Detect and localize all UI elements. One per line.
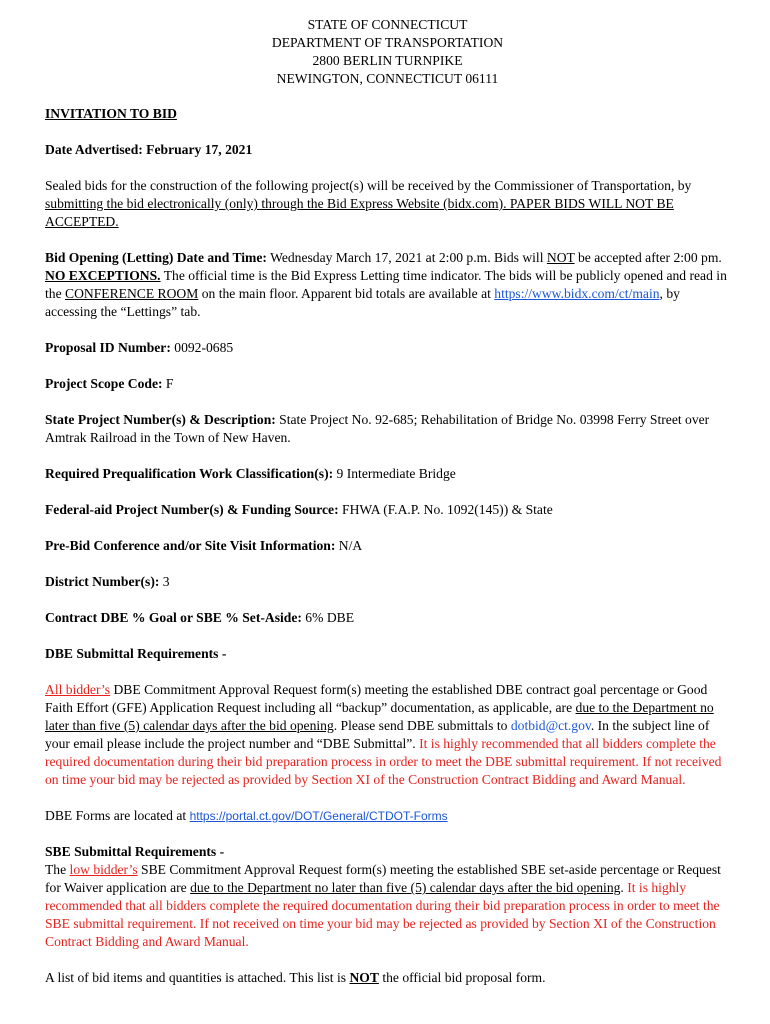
bid-opening-text-2: be accepted after 2:00 pm. (574, 250, 722, 265)
prequal-label: Required Prequalification Work Classification(s): (45, 466, 334, 481)
dbe-due-date: due to the Department no later than five (5) calendar days after the bid opening (45, 700, 714, 733)
dbe-email-link[interactable]: dotbid@ct.gov (510, 718, 591, 733)
sbe-text-2: . (620, 880, 628, 895)
district-number (45, 573, 730, 591)
district-value: 3 (159, 574, 170, 589)
proposal-id (45, 339, 730, 357)
all-bidders: All bidder’s (45, 682, 111, 697)
bid-opening-text-4: on the main floor. Apparent bid totals are available at (198, 286, 495, 301)
prebid-value: N/A (335, 538, 363, 553)
header-line-street: 2800 BERLIN TURNPIKE (312, 53, 463, 68)
district-label: District Number(s): (45, 574, 160, 589)
sbe-due-date: due to the Department no later than five (5) calendar days after the bid opening (190, 880, 621, 895)
scope-code-label: Project Scope Code: (45, 376, 163, 391)
dbe-text-3: . In the subject line of your email please include the project number and “DBE Submittal”. (45, 718, 710, 751)
bid-items-not: NOT (349, 970, 379, 985)
dbe-goal (45, 609, 730, 627)
dbe-text-1: DBE Commitment Approval Request form(s) meeting the established DBE contract goal percentage or Good Faith Effort (GFE) Application Request including all “backup” documentation, as applicable, are (45, 682, 708, 715)
bid-items-note (45, 969, 730, 987)
state-project (45, 411, 730, 447)
sbe-requirements-paragraph (45, 861, 730, 951)
bid-items-text-1: A list of bid items and quantities is attached. This list is (45, 970, 350, 985)
prebid-label: Pre-Bid Conference and/or Site Visit Information: (45, 538, 336, 553)
bid-items-text-2: the official bid proposal form. (378, 970, 546, 985)
agency-header (45, 16, 730, 88)
proposal-id-value: 0092-0685 (170, 340, 234, 355)
date-advertised: Date Advertised: February 17, 2021 (45, 142, 253, 157)
bid-opening-text-1: Wednesday March 17, 2021 at 2:00 p.m. Bids will (266, 250, 547, 265)
bid-opening-text-5: , by accessing the “Lettings” tab. (45, 286, 680, 319)
document-page (45, 16, 730, 1005)
ctdot-forms-link[interactable]: https://portal.ct.gov/DOT/General/CTDOT-Forms (189, 809, 448, 823)
sbe-recommendation: It is highly recommended that all bidders complete the required documentation during their bid preparation process in order to meet the SBE submittal requirement. If not received on time your bid may be rejected as provided by Section XI of the Construction Contract Bidding and Award Manual. (45, 880, 720, 949)
document-title: INVITATION TO BID (45, 106, 177, 121)
prequalification (45, 465, 730, 483)
federal-aid (45, 501, 730, 519)
bid-opening-paragraph (45, 249, 730, 321)
federal-aid-label: Federal-aid Project Number(s) & Funding Source: (45, 502, 339, 517)
sbe-requirements-heading: SBE Submittal Requirements - (45, 844, 225, 859)
dbe-goal-label: Contract DBE % Goal or SBE % Set-Aside: (45, 610, 302, 625)
scope-code-value: F (162, 376, 174, 391)
no-exceptions: NO EXCEPTIONS. (45, 268, 161, 283)
state-project-label: State Project Number(s) & Description: (45, 412, 276, 427)
dbe-text-2: . Please send DBE submittals to (333, 718, 511, 733)
header-line-city: NEWINGTON, CONNECTICUT 06111 (276, 71, 499, 86)
pre-bid-conference (45, 537, 730, 555)
sealed-bids-text: Sealed bids for the construction of the following project(s) will be received by the Commissioner of Transportation, by (45, 178, 692, 193)
bid-opening-text-3: The official time is the Bid Express Letting time indicator. The bids will be publicly opened and read in the (45, 268, 727, 301)
state-project-value: State Project No. 92-685; Rehabilitation of Bridge No. 03998 Ferry Street over Amtrak Railroad in the Town of New Haven. (45, 412, 710, 445)
bidx-lettings-link[interactable]: https://www.bidx.com/ct/main (494, 286, 660, 301)
dbe-forms-text: DBE Forms are located at (45, 808, 190, 823)
conference-room: CONFERENCE ROOM (65, 286, 199, 301)
dbe-recommendation: It is highly recommended that all bidders complete the required documentation during their bid preparation process in order to meet the DBE submittal requirement. If not received on time your bid may be rejected as provided by Section XI of the Construction Contract Bidding and Award Manual. (45, 736, 722, 787)
proposal-id-label: Proposal ID Number: (45, 340, 171, 355)
bid-opening-not: NOT (546, 250, 575, 265)
header-line-department: DEPARTMENT OF TRANSPORTATION (271, 35, 504, 50)
dbe-goal-value: 6% DBE (301, 610, 355, 625)
header-line-state: STATE OF CONNECTICUT (307, 17, 468, 32)
sealed-bids-electronic-notice: submitting the bid electronically (only) through the Bid Express Website (bidx.com). PAPER BIDS WILL NOT BE ACCEPTED. (45, 196, 674, 229)
dbe-requirements-paragraph (45, 681, 730, 789)
sbe-text-1: SBE Commitment Approval Request form(s) meeting the established SBE set-aside percentage or Request for Waiver application are (45, 862, 721, 895)
bid-opening-label: Bid Opening (Letting) Date and Time: (45, 250, 267, 265)
federal-aid-value: FHWA (F.A.P. No. 1092(145)) & State (338, 502, 553, 517)
project-scope-code (45, 375, 730, 393)
dbe-forms (45, 807, 730, 825)
sbe-text-0: The (45, 862, 70, 877)
prequal-value: 9 Intermediate Bridge (333, 466, 456, 481)
low-bidders: low bidder’s (69, 862, 138, 877)
sealed-bids-paragraph (45, 177, 730, 231)
dbe-requirements-heading: DBE Submittal Requirements - (45, 646, 227, 661)
